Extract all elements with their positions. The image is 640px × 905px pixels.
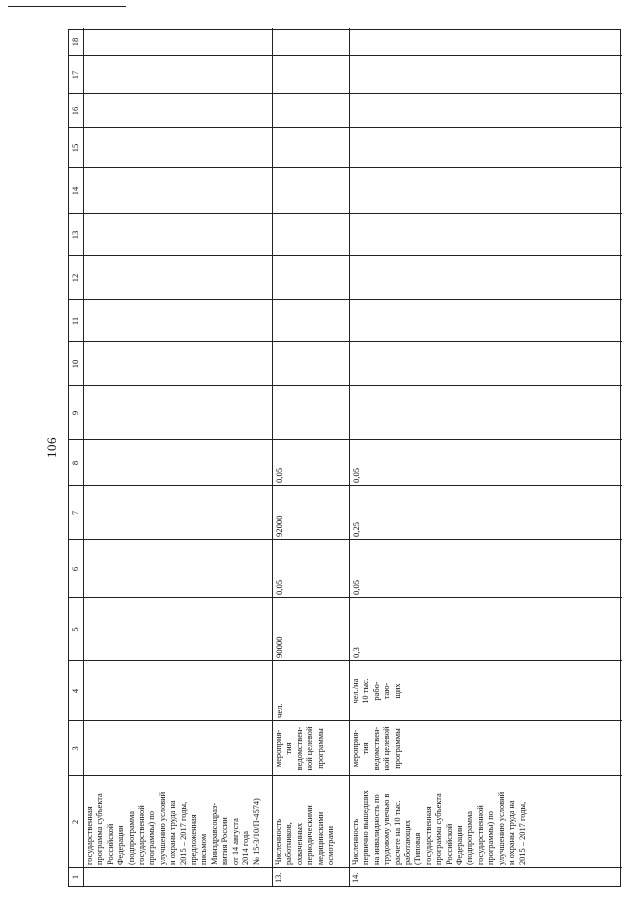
row-13-col5: 90000: [274, 636, 284, 658]
header-col-1: 1: [70, 874, 80, 880]
header-col-17: 17: [70, 70, 80, 80]
header-col-9: 9: [70, 410, 80, 416]
row-13-indicator: Численность работников, охваченных периодическими медицинскими осмотрами: [274, 805, 336, 865]
header-col-15: 15: [70, 143, 80, 153]
header-col-11: 11: [70, 316, 80, 326]
col-divider: [69, 341, 622, 342]
row-14-unit: чел./на 10 тыс. рабо- таю- щих: [351, 678, 402, 704]
header-col-3: 3: [70, 746, 80, 751]
header-divider: [83, 28, 84, 886]
header-col-6: 6: [70, 566, 80, 572]
continued-text: государственная программа субъекта Российской Федерации (подпрограмма государственной программы) по улучшению условий и охраны труда на 2015 – 2017 годы, предложенная письмом Минздравсоцраз- вития России от 14 августа 2014 года № 15-3/10/П-4574): [85, 791, 261, 865]
row-14-col6: 0,05: [351, 579, 361, 595]
row-13-col8: 0,05: [274, 467, 284, 483]
row-13-col6: 0,05: [274, 579, 284, 595]
col-divider: [69, 93, 622, 94]
header-col-5: 5: [70, 627, 80, 632]
col-divider: [69, 55, 622, 56]
row-14-col8: 0,05: [351, 467, 361, 483]
header-col-12: 12: [70, 273, 80, 283]
header-col-13: 13: [70, 230, 80, 240]
col-divider: [69, 299, 622, 300]
rotated-table: [68, 29, 621, 887]
header-col-4: 4: [70, 688, 80, 694]
row-14-source: мероприя- тия ведомствен- ной целевой программы: [351, 726, 402, 771]
col-divider: [69, 213, 622, 214]
row-14-indicator: Численность первично вышедших на инвалидность по трудовому увечью в расчете на 10 тыс. работающих (Типовая государственная программа субъекта Российской Федерации (подпрограмма государственной программы) по улучшению условий и охраны труда на 2015 – 2017 годы,: [351, 790, 527, 865]
page-number: 106: [44, 437, 59, 458]
header-col-2: 2: [70, 819, 80, 825]
header-col-7: 7: [70, 510, 80, 516]
row-14-col5: 0,3: [351, 647, 361, 658]
row-13-col7: 92000: [274, 515, 284, 537]
header-col-8: 8: [70, 460, 80, 466]
col-divider: [69, 127, 622, 128]
header-col-14: 14: [70, 186, 80, 196]
col-divider: [69, 385, 622, 386]
header-col-10: 10: [70, 359, 80, 369]
row-13-source: мероприя- тия ведомствен- ной целевой программы: [274, 726, 325, 771]
corner-rule: [8, 6, 126, 7]
row-13-unit: чел.: [274, 703, 284, 718]
col-divider: [69, 255, 622, 256]
row-14-col7: 0,25: [351, 521, 361, 537]
row-13-number: 13.: [274, 872, 283, 883]
row-14-number: 14.: [351, 872, 360, 883]
header-col-16: 16: [70, 106, 80, 116]
header-col-18: 18: [70, 37, 80, 47]
col-divider: [69, 167, 622, 168]
